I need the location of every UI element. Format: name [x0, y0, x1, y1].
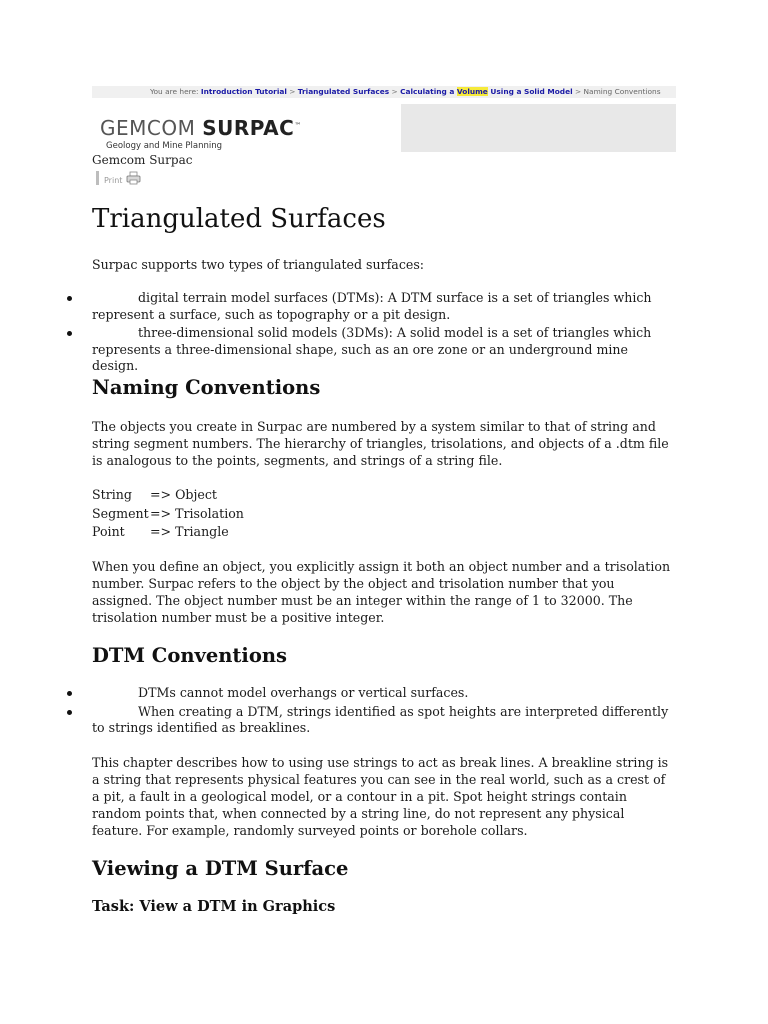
mapping-left: String [92, 487, 132, 502]
breadcrumb [92, 86, 676, 98]
surface-types-list [62, 290, 676, 375]
bullet-dot [67, 691, 72, 696]
heading-naming-conventions: Naming Conventions [92, 376, 321, 399]
list-item [62, 704, 676, 737]
list-item [62, 325, 676, 375]
breadcrumb-current: Naming Conventions [583, 87, 661, 96]
logo-wordmark [100, 116, 302, 140]
dtm-paragraph: This chapter describes how to using use strings to act as break lines. A breakline string is a string that represents physical features you can see in the real world, such as a crest of a pit, a fault in a geological model, or a contour in a pit. Spot height strings contain random points that, when connected by a string line, do not represent any physical feature. For example, randomly surveyed points or borehole collars. [92, 755, 669, 838]
search-highlight: Volume [456, 87, 488, 96]
list-item-text: When creating a DTM, strings identified as spot heights are interpreted differently to strings identified as breaklines. [92, 703, 669, 735]
mapping-right: => Triangle [150, 524, 229, 539]
heading-dtm-conventions: DTM Conventions [92, 644, 287, 667]
print-label: Print [104, 176, 123, 185]
mapping-row [92, 505, 244, 524]
list-item [62, 290, 676, 323]
logo-caption: Gemcom Surpac [92, 153, 193, 167]
logo-word-gemcom: GEMCOM [100, 116, 203, 140]
naming-paragraph-1: The objects you create in Surpac are numbered by a system similar to that of string and string segment numbers. The hierarchy of triangles, trisolations, and objects of a .dtm file is analogous to the points, segments, and strings of a string file. [92, 419, 669, 468]
page-title: Triangulated Surfaces [92, 204, 386, 234]
mapping-right: => Trisolation [150, 505, 244, 521]
intro-paragraph: Surpac supports two types of triangulated surfaces: [92, 257, 425, 272]
header-banner-right [401, 104, 676, 152]
list-item [62, 685, 676, 702]
bullet-dot [67, 710, 72, 715]
breadcrumb-link-text: Calculating a [400, 87, 457, 96]
breadcrumb-separator: > [389, 87, 401, 96]
naming-mapping [92, 486, 244, 542]
print-divider [96, 171, 99, 185]
list-item-text: digital terrain model surfaces (DTMs): A DTM surface is a set of triangles which represent a surface, such as topography or a pit design. [92, 290, 652, 322]
list-item-text: three-dimensional solid models (3DMs): A solid model is a set of triangles which represents a three-dimensional shape, such as an ore zone or an underground mine design. [92, 325, 652, 373]
mapping-left: Segment [92, 505, 149, 521]
heading-viewing-dtm-surface: Viewing a DTM Surface [92, 857, 349, 880]
breadcrumb-link-triangulated-surfaces[interactable]: Triangulated Surfaces [297, 87, 390, 96]
logo-tagline: Geology and Mine Planning [106, 141, 223, 151]
breadcrumb-link-introduction-tutorial[interactable]: Introduction Tutorial [200, 87, 287, 96]
breadcrumb-link-text: Using a Solid Model [487, 87, 573, 96]
breadcrumb-prefix: You are here: [150, 87, 201, 96]
bullet-dot [67, 331, 72, 336]
mapping-right: => Object [150, 487, 217, 502]
bullet-dot [67, 296, 72, 301]
list-item-text: DTMs cannot model overhangs or vertical surfaces. [138, 685, 469, 700]
gemcom-surpac-logo [92, 104, 397, 152]
logo-trademark: ™ [294, 121, 302, 130]
mapping-row [92, 486, 244, 505]
task-heading: Task: View a DTM in Graphics [92, 898, 336, 915]
mapping-row [92, 523, 244, 542]
breadcrumb-separator: > [572, 87, 584, 96]
breadcrumb-link-calculating-volume[interactable] [400, 87, 573, 96]
breadcrumb-separator: > [286, 87, 298, 96]
mapping-left: Point [92, 524, 125, 539]
logo-word-surpac: SURPAC [202, 116, 295, 140]
dtm-conventions-list [62, 685, 676, 737]
naming-paragraph-2: When you define an object, you explicitly assign it both an object number and a trisolation number. Surpac refers to the object by the object and trisolation number that you assigned. The object number must be an integer within the range of 1 to 32000. The trisolation number must be a positive integer. [92, 559, 671, 625]
printer-icon[interactable] [126, 170, 141, 189]
